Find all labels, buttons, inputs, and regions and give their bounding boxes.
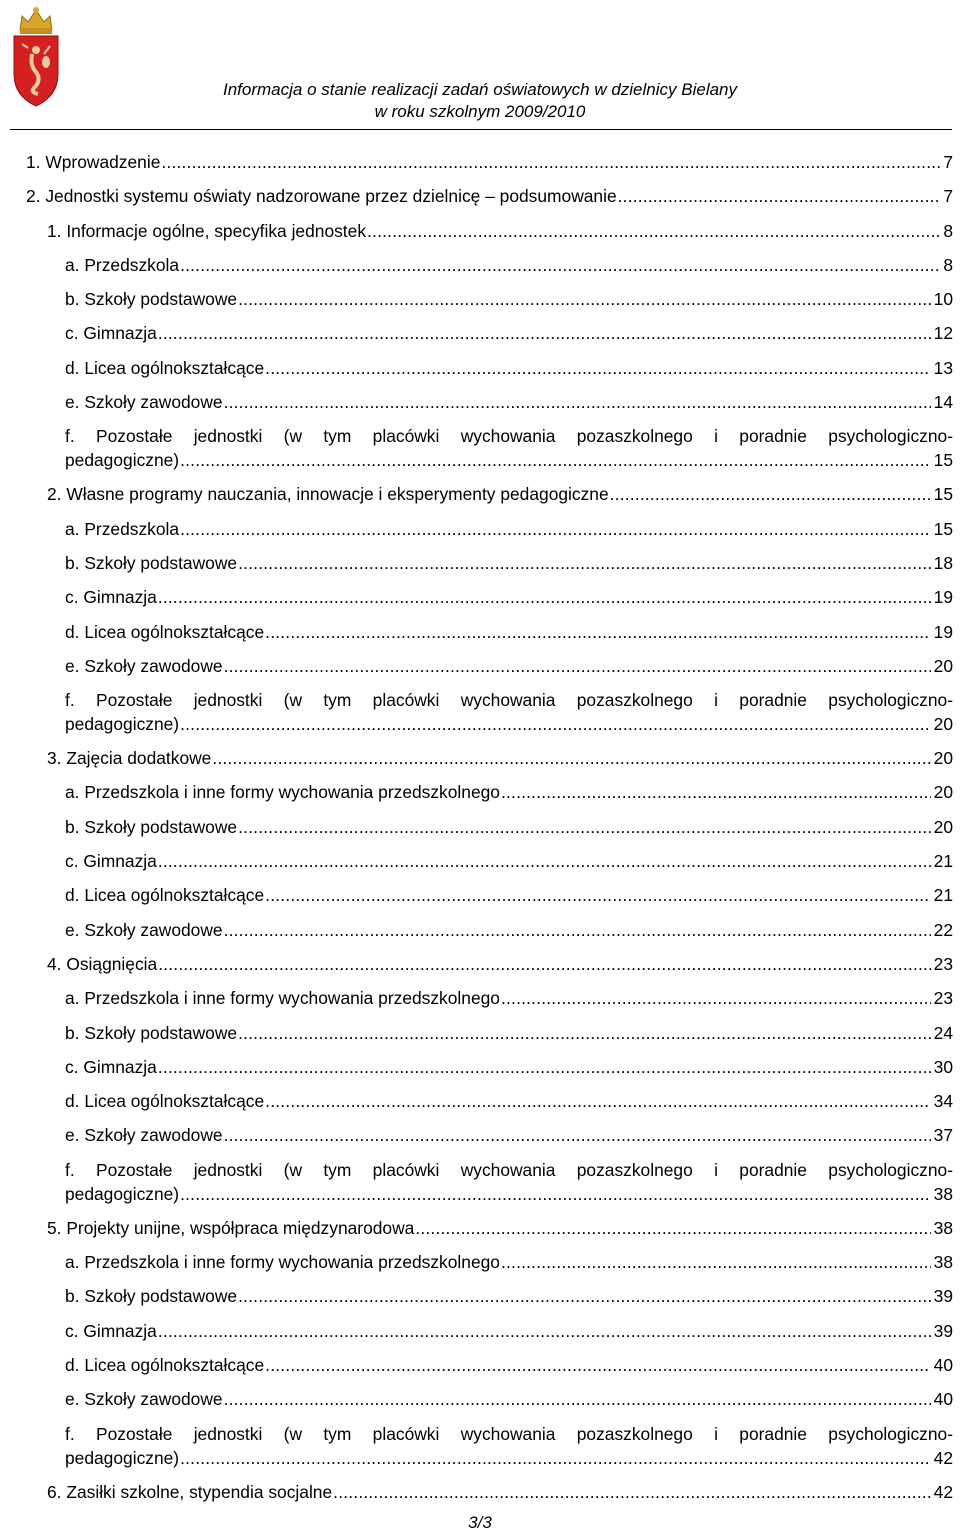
toc-entry-title: e. Szkoły zawodowe — [65, 1389, 223, 1410]
toc-entry[interactable] — [65, 810, 953, 844]
toc-entry[interactable] — [65, 419, 953, 477]
toc-entry-title: c. Gimnazja — [65, 851, 157, 872]
toc-entry-title: b. Szkoły podstawowe — [65, 552, 238, 573]
toc-dot-leader — [158, 844, 931, 878]
toc-entry[interactable] — [65, 844, 953, 878]
toc-page-number: 24 — [933, 1022, 953, 1043]
toc-page-number: 12 — [933, 323, 953, 344]
toc-entry-title: e. Szkoły zawodowe — [65, 655, 223, 676]
toc-entry[interactable] — [65, 1118, 953, 1152]
toc-entry-title: a. Przedszkola — [65, 254, 180, 275]
toc-entry[interactable] — [47, 947, 953, 981]
toc-page-number: 34 — [933, 1091, 953, 1112]
toc-dot-leader — [238, 1016, 931, 1050]
toc-page-number: 23 — [933, 988, 953, 1009]
toc-entry-title: d. Licea ogólnokształcące — [65, 1354, 265, 1375]
toc-dot-leader — [265, 1084, 931, 1118]
toc-entry-title: e. Szkoły zawodowe — [65, 1125, 223, 1146]
toc-page-number: 38 — [933, 1217, 953, 1238]
header-title-line-2: w roku szkolnym 2009/2010 — [374, 102, 586, 121]
toc-page-number: 39 — [933, 1320, 953, 1341]
toc-dot-leader — [367, 214, 940, 248]
toc-page-number: 42 — [933, 1447, 953, 1468]
toc-entry[interactable] — [26, 145, 953, 179]
toc-entry[interactable] — [47, 1475, 953, 1509]
toc-dot-leader — [180, 712, 931, 736]
toc-dot-leader — [333, 1475, 931, 1509]
toc-entry[interactable] — [47, 477, 953, 511]
toc-dot-leader — [265, 351, 931, 385]
toc-entry[interactable] — [65, 1314, 953, 1348]
toc-entry[interactable] — [26, 179, 953, 213]
toc-entry[interactable] — [65, 1153, 953, 1211]
toc-entry-title: f. Pozostałe jednostki (w tym placówki wychowania pozaszkolnego i poradnie psychologiczno- — [65, 1423, 953, 1444]
toc-entry-title: c. Gimnazja — [65, 323, 157, 344]
toc-page-number: 10 — [933, 289, 953, 310]
toc-dot-leader — [224, 649, 931, 683]
toc-page-number: 39 — [933, 1286, 953, 1307]
toc-dot-leader — [265, 1348, 931, 1382]
toc-entry-title: e. Szkoły zawodowe — [65, 392, 223, 413]
toc-entry-title: d. Licea ogólnokształcące — [65, 621, 265, 642]
toc-dot-leader — [158, 947, 930, 981]
table-of-contents — [0, 145, 960, 1509]
toc-entry-title: 1. Informacje ogólne, specyfika jednostek — [47, 220, 367, 241]
toc-entry[interactable] — [65, 1050, 953, 1084]
toc-entry-title: a. Przedszkola — [65, 518, 180, 539]
toc-dot-leader — [265, 878, 931, 912]
toc-entry-title: e. Szkoły zawodowe — [65, 919, 223, 940]
toc-page-number: 42 — [933, 1481, 953, 1502]
toc-entry[interactable] — [65, 1016, 953, 1050]
toc-dot-leader — [501, 981, 931, 1015]
toc-dot-leader — [238, 810, 931, 844]
toc-page-number: 8 — [943, 254, 953, 275]
toc-dot-leader — [180, 1182, 931, 1206]
toc-entry[interactable] — [65, 282, 953, 316]
toc-entry[interactable] — [65, 1382, 953, 1416]
toc-dot-leader — [238, 282, 931, 316]
toc-entry-title: 5. Projekty unijne, współpraca międzynarodowa — [47, 1217, 415, 1238]
toc-page-number: 7 — [943, 186, 953, 207]
toc-page-number: 30 — [933, 1056, 953, 1077]
toc-entry-title: a. Przedszkola i inne formy wychowania przedszkolnego — [65, 988, 500, 1009]
toc-dot-leader — [158, 1050, 931, 1084]
toc-dot-leader — [158, 1314, 931, 1348]
toc-dot-leader — [618, 179, 941, 213]
toc-entry[interactable] — [47, 1211, 953, 1245]
toc-page-number: 21 — [933, 885, 953, 906]
toc-entry[interactable] — [65, 512, 953, 546]
toc-page-number: 15 — [933, 450, 953, 471]
toc-entry[interactable] — [65, 981, 953, 1015]
toc-entry[interactable] — [65, 878, 953, 912]
toc-entry-title: d. Licea ogólnokształcące — [65, 885, 265, 906]
toc-entry[interactable] — [65, 615, 953, 649]
toc-entry-title: a. Przedszkola i inne formy wychowania przedszkolnego — [65, 782, 500, 803]
header-title-line-1: Informacja o stanie realizacji zadań oświatowych w dzielnicy Bielany — [222, 80, 738, 99]
toc-entry-title: 6. Zasiłki szkolne, stypendia socjalne — [47, 1481, 333, 1502]
toc-page-number: 20 — [933, 782, 953, 803]
toc-entry-title: b. Szkoły podstawowe — [65, 1286, 238, 1307]
toc-entry[interactable] — [65, 775, 953, 809]
toc-entry-title: d. Licea ogólnokształcące — [65, 1091, 265, 1112]
toc-entry[interactable] — [65, 1417, 953, 1475]
toc-page-number: 18 — [933, 552, 953, 573]
toc-entry-title-continuation: pedagogiczne) — [65, 1447, 180, 1468]
toc-dot-leader — [501, 775, 931, 809]
toc-entry-title: b. Szkoły podstawowe — [65, 816, 238, 837]
toc-page-number: 8 — [943, 220, 953, 241]
toc-dot-leader — [415, 1211, 930, 1245]
toc-entry[interactable] — [47, 214, 953, 248]
toc-entry-title-continuation: pedagogiczne) — [65, 450, 180, 471]
toc-entry[interactable] — [65, 351, 953, 385]
toc-dot-leader — [224, 1118, 931, 1152]
toc-page-number: 38 — [933, 1252, 953, 1273]
toc-entry-title: 1. Wprowadzenie — [26, 152, 161, 172]
page-number: 3/3 — [468, 1513, 492, 1532]
toc-entry-title: c. Gimnazja — [65, 587, 157, 608]
toc-page-number: 38 — [933, 1183, 953, 1204]
toc-dot-leader — [610, 477, 931, 511]
toc-entry-title: f. Pozostałe jednostki (w tym placówki wychowania pozaszkolnego i poradnie psychologiczno- — [65, 426, 953, 447]
toc-dot-leader — [238, 1279, 931, 1313]
toc-dot-leader — [158, 316, 931, 350]
toc-entry-title: c. Gimnazja — [65, 1056, 157, 1077]
toc-page-number: 14 — [933, 392, 953, 413]
document-header-title — [170, 79, 790, 123]
toc-page-number: 13 — [933, 357, 953, 378]
toc-page-number: 37 — [933, 1125, 953, 1146]
toc-entry-title-continuation: pedagogiczne) — [65, 1183, 180, 1204]
toc-page-number: 20 — [933, 714, 953, 735]
toc-entry-title: a. Przedszkola i inne formy wychowania przedszkolnego — [65, 1252, 500, 1273]
toc-dot-leader — [180, 1446, 931, 1470]
toc-entry[interactable] — [47, 741, 953, 775]
toc-dot-leader — [180, 448, 931, 472]
toc-dot-leader — [224, 913, 931, 947]
toc-dot-leader — [161, 145, 940, 179]
header-divider — [10, 129, 952, 130]
toc-dot-leader — [265, 615, 931, 649]
toc-page-number: 40 — [933, 1389, 953, 1410]
toc-entry[interactable] — [65, 385, 953, 419]
toc-entry[interactable] — [65, 649, 953, 683]
toc-page-number: 40 — [933, 1354, 953, 1375]
toc-entry-title: b. Szkoły podstawowe — [65, 1022, 238, 1043]
toc-entry-title: c. Gimnazja — [65, 1320, 157, 1341]
toc-page-number: 7 — [943, 152, 953, 172]
toc-entry[interactable] — [65, 1348, 953, 1382]
warsaw-coat-of-arms-icon — [8, 4, 64, 108]
toc-entry[interactable] — [65, 913, 953, 947]
toc-page-number: 15 — [933, 518, 953, 539]
toc-entry[interactable] — [65, 683, 953, 741]
toc-entry-title: f. Pozostałe jednostki (w tym placówki wychowania pozaszkolnego i poradnie psychologiczno- — [65, 1159, 953, 1180]
toc-entry-title: 3. Zajęcia dodatkowe — [47, 748, 212, 769]
toc-entry-title: 4. Osiągnięcia — [47, 953, 158, 974]
toc-page-number: 20 — [933, 655, 953, 676]
toc-entry[interactable] — [65, 580, 953, 614]
toc-dot-leader — [180, 248, 940, 282]
toc-dot-leader — [158, 580, 931, 614]
toc-dot-leader — [238, 546, 931, 580]
toc-dot-leader — [180, 512, 931, 546]
toc-entry-title: b. Szkoły podstawowe — [65, 289, 238, 310]
toc-entry-title-continuation: pedagogiczne) — [65, 714, 180, 735]
toc-page-number: 20 — [933, 816, 953, 837]
toc-entry[interactable] — [65, 1245, 953, 1279]
toc-page-number: 23 — [933, 953, 953, 974]
toc-entry-title: f. Pozostałe jednostki (w tym placówki wychowania pozaszkolnego i poradnie psychologiczno- — [65, 690, 953, 711]
toc-dot-leader — [224, 1382, 931, 1416]
toc-dot-leader — [501, 1245, 931, 1279]
toc-entry[interactable] — [65, 1279, 953, 1313]
toc-dot-leader — [224, 385, 931, 419]
toc-page-number: 19 — [933, 587, 953, 608]
toc-dot-leader — [212, 741, 930, 775]
toc-entry[interactable] — [65, 1084, 953, 1118]
toc-page-number: 22 — [933, 919, 953, 940]
toc-page-number: 19 — [933, 621, 953, 642]
toc-entry[interactable] — [65, 316, 953, 350]
toc-entry-title: 2. Własne programy nauczania, innowacje i eksperymenty pedagogiczne — [47, 484, 609, 505]
toc-entry-title: 2. Jednostki systemu oświaty nadzorowane przez dzielnicę – podsumowanie — [26, 186, 617, 207]
toc-page-number: 20 — [933, 748, 953, 769]
toc-entry[interactable] — [65, 546, 953, 580]
toc-entry-title: d. Licea ogólnokształcące — [65, 357, 265, 378]
toc-entry[interactable] — [65, 248, 953, 282]
toc-page-number: 21 — [933, 851, 953, 872]
toc-page-number: 15 — [933, 484, 953, 505]
